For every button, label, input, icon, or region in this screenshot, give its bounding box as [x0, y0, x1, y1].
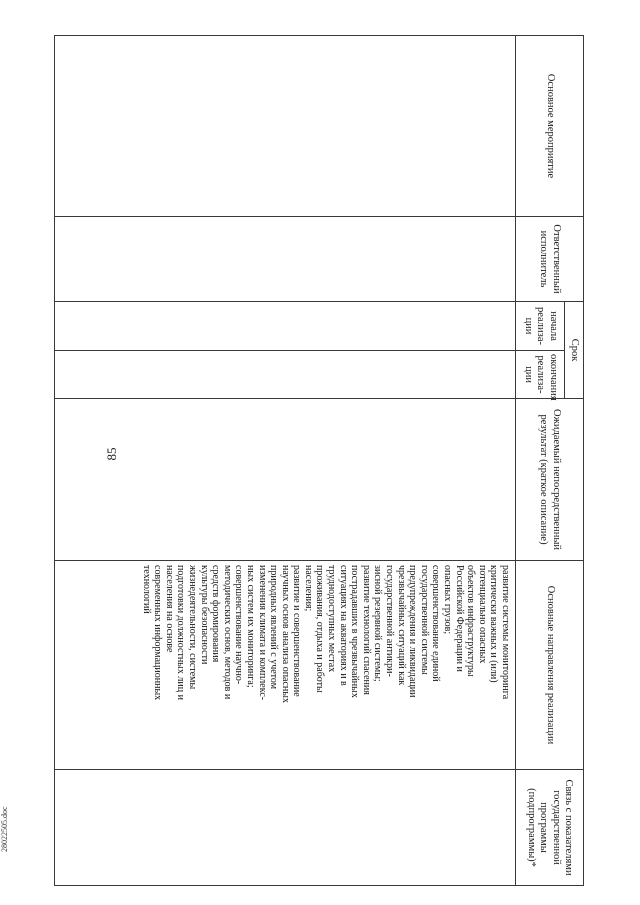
- page-number: 85: [104, 447, 119, 461]
- direction-line: зисной резервной системы;: [372, 565, 384, 682]
- direction-line: изменения климата и комплекс-: [256, 565, 268, 701]
- direction-line: современных информационных: [152, 565, 164, 701]
- direction-line: научных основ анализа опасных: [279, 565, 291, 704]
- direction-line: ных систем их мониторинга;: [244, 565, 256, 688]
- cell-executor: [55, 217, 516, 302]
- direction-line: труднодоступных местах: [326, 565, 338, 673]
- cell-directions: [55, 561, 516, 770]
- direction-line: Российской Федерации и: [453, 565, 465, 672]
- cell-expected-result: [55, 399, 516, 561]
- direction-line: средств формирования: [210, 565, 222, 663]
- direction-line: жизнедеятельности, системы: [186, 565, 198, 690]
- table-row: [55, 36, 516, 886]
- direction-line: технологий: [140, 565, 152, 614]
- direction-line: проживания, отдыха и работы: [314, 565, 326, 693]
- direction-line: совершенствование единой: [430, 565, 442, 682]
- direction-line: культуры безопасности: [198, 565, 210, 665]
- header-term-end: окончания реализа-ции: [516, 351, 565, 399]
- cell-main-event: [55, 36, 516, 217]
- header-term-start: начала реализа-ции: [516, 302, 565, 351]
- header-term: Срок: [565, 302, 584, 399]
- direction-line: ситуациях на акваториях и в: [337, 565, 349, 686]
- direction-line: критически важных и (или): [488, 565, 500, 683]
- direction-line: государственной антикри-: [384, 565, 396, 677]
- direction-line: пострадавших в чрезвычайных: [349, 565, 361, 698]
- direction-line: потенциально опасных: [476, 565, 488, 664]
- header-directions: Основные направления реализации: [516, 561, 584, 770]
- direction-line: развитие и совершенствование: [291, 565, 303, 697]
- directions-list: [140, 565, 511, 765]
- header-main-event: Основное мероприятие: [516, 36, 584, 217]
- cell-indicators: [55, 770, 516, 886]
- direction-line: подготовки должностных лиц и: [175, 565, 187, 700]
- direction-line: государственной системы: [418, 565, 430, 675]
- cell-term-start: [55, 302, 516, 351]
- header-expected-result: Ожидаемый непосредственный результат (краткое описание): [516, 399, 584, 561]
- direction-line: развитие системы мониторинга: [500, 565, 511, 700]
- direction-line: населения;: [302, 565, 314, 612]
- cell-term-end: [55, 351, 516, 399]
- direction-line: природных явлений с учетом: [268, 565, 280, 690]
- program-events-table: [54, 35, 584, 886]
- header-indicators: Связь с показателями государственной программы (подпрограммы)*: [516, 770, 584, 886]
- header-executor: Ответственный исполнитель: [516, 217, 584, 302]
- direction-line: совершенствование научно-: [233, 565, 245, 685]
- direction-line: методических основ, методов и: [221, 565, 233, 700]
- rotated-table-region: [60, 35, 584, 885]
- direction-line: объектов инфраструктуры: [465, 565, 477, 677]
- direction-line: развитие технологий спасения: [360, 565, 372, 695]
- document-code: 28022505.doc: [0, 806, 9, 852]
- direction-line: опасных грузов;: [442, 565, 454, 635]
- direction-line: чрезвычайных ситуаций как: [395, 565, 407, 686]
- direction-line: предупреждения и ликвидации: [407, 565, 419, 698]
- direction-line: населения на основе: [163, 565, 175, 653]
